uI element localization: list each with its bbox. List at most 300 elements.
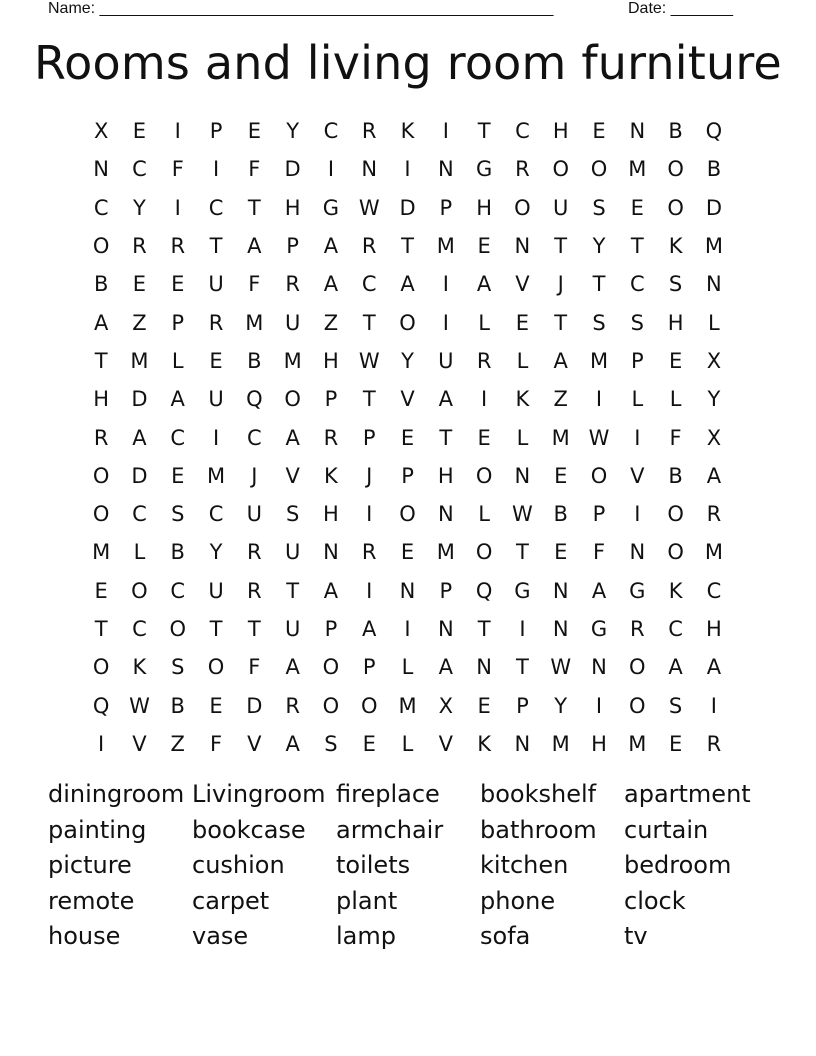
word-list-item: tv [624, 922, 648, 951]
grid-letter: L [478, 502, 490, 527]
word-list-item: apartment [624, 780, 751, 808]
grid-letter: B [553, 502, 568, 527]
grid-letter: M [704, 540, 723, 565]
grid-letter: P [439, 195, 453, 220]
grid-letter: A [438, 655, 453, 680]
grid-letter: A [323, 578, 339, 603]
grid-letter: A [247, 234, 262, 259]
grid-letter: R [208, 310, 224, 335]
grid-letter: O [322, 693, 340, 718]
grid-letter: X [706, 425, 722, 450]
grid-letter: T [439, 425, 453, 450]
grid-row [82, 418, 733, 456]
grid-letter: D [246, 693, 263, 718]
grid-letter: N [552, 617, 569, 641]
grid-letter: T [554, 234, 568, 259]
grid-letter: A [400, 272, 415, 297]
grid-letter: I [174, 119, 181, 144]
grid-letter: T [286, 578, 300, 603]
grid-letter: N [552, 578, 569, 603]
word-list-item: bookcase [192, 815, 306, 844]
grid-letter: M [206, 463, 226, 488]
grid-letter: Y [286, 119, 300, 144]
grid-letter: M [283, 348, 302, 373]
grid-letter: Q [705, 119, 723, 144]
name-field-label: Name: ___________________________________________________ [48, 0, 554, 17]
grid-row [82, 342, 733, 380]
grid-letter: N [437, 502, 454, 527]
grid-letter: M [628, 731, 647, 756]
grid-letter: D [284, 157, 301, 182]
grid-letter: P [630, 348, 644, 373]
grid-letter: O [131, 578, 148, 603]
grid-letter: F [209, 731, 223, 756]
grid-letter: N [437, 157, 454, 182]
grid-letter: V [515, 272, 530, 297]
grid-letter: F [171, 157, 184, 182]
grid-row [82, 112, 733, 150]
grid-letter: N [591, 655, 607, 680]
grid-letter: M [589, 348, 609, 373]
grid-letter: T [94, 348, 108, 373]
grid-letter: S [324, 731, 338, 756]
grid-letter: J [366, 463, 373, 488]
grid-letter: O [399, 310, 416, 335]
grid-letter: N [514, 234, 531, 259]
grid-letter: I [442, 119, 449, 144]
grid-letter: O [322, 655, 340, 680]
grid-row [82, 189, 733, 227]
grid-letter: K [400, 119, 415, 144]
grid-letter: G [590, 617, 608, 641]
grid-letter: O [629, 655, 646, 680]
letter-grid [82, 112, 733, 763]
grid-letter: V [132, 731, 147, 756]
grid-letter: Z [132, 310, 147, 335]
grid-letter: F [248, 655, 261, 680]
grid-letter: E [209, 693, 223, 718]
grid-letter: J [557, 272, 564, 297]
word-list-item: lamp [336, 922, 396, 951]
grid-letter: I [98, 731, 105, 756]
grid-letter: T [516, 655, 529, 680]
grid-letter: N [476, 655, 492, 680]
grid-letter: T [209, 234, 223, 259]
grid-letter: H [476, 195, 493, 220]
grid-letter: F [592, 540, 606, 565]
grid-letter: M [436, 540, 455, 565]
grid-letter: L [401, 731, 414, 756]
grid-letter: O [169, 617, 186, 641]
grid-letter: R [247, 540, 262, 565]
grid-letter: R [515, 157, 530, 182]
grid-letter: W [550, 655, 572, 680]
grid-letter: O [92, 655, 110, 680]
grid-letter: F [669, 425, 682, 450]
grid-letter: A [323, 272, 339, 297]
grid-letter: V [630, 463, 645, 488]
grid-letter: R [630, 617, 645, 641]
grid-letter: S [171, 502, 185, 527]
grid-letter: N [514, 463, 531, 488]
grid-letter: M [92, 540, 111, 565]
grid-letter: W [512, 502, 533, 527]
word-list-item: picture [48, 851, 132, 880]
grid-letter: A [362, 617, 377, 641]
grid-letter: K [668, 234, 683, 259]
grid-letter: I [710, 693, 717, 718]
word-list-item: cushion [192, 851, 285, 880]
grid-letter: L [133, 540, 146, 565]
grid-letter: A [706, 463, 722, 488]
grid-letter: I [442, 272, 449, 297]
grid-letter: A [476, 272, 492, 297]
grid-letter: B [668, 463, 683, 488]
grid-letter: T [362, 310, 376, 335]
grid-letter: Z [323, 310, 339, 335]
word-list-item: bedroom [624, 851, 732, 880]
grid-letter: Y [133, 195, 146, 220]
grid-letter: C [668, 617, 683, 641]
grid-letter: E [94, 578, 108, 603]
grid-letter: O [92, 502, 110, 527]
grid-letter: E [171, 463, 185, 488]
grid-letter: C [132, 157, 147, 182]
grid-letter: O [629, 693, 646, 718]
grid-letter: U [208, 387, 224, 412]
grid-letter: R [706, 502, 722, 527]
grid-letter: I [634, 425, 641, 450]
grid-letter: E [515, 310, 530, 335]
grid-letter: O [284, 387, 301, 412]
grid-letter: L [401, 655, 414, 680]
grid-letter: E [477, 234, 491, 259]
grid-letter: P [324, 387, 338, 412]
grid-letter: E [630, 195, 644, 220]
grid-letter: N [361, 157, 378, 182]
grid-letter: N [399, 578, 416, 603]
grid-letter: L [171, 348, 184, 373]
grid-letter: Y [401, 348, 414, 373]
grid-row [82, 150, 733, 188]
grid-letter: A [132, 425, 147, 450]
grid-letter: G [629, 578, 646, 603]
word-list [48, 780, 768, 958]
grid-letter: B [668, 119, 683, 144]
grid-letter: O [360, 693, 378, 718]
grid-letter: O [667, 195, 684, 220]
grid-letter: N [437, 617, 454, 641]
grid-letter: I [481, 387, 488, 412]
grid-letter: A [591, 578, 607, 603]
grid-letter: I [595, 387, 603, 412]
grid-letter: M [551, 425, 570, 450]
grid-letter: E [362, 731, 376, 756]
grid-letter: W [129, 693, 150, 718]
grid-row [82, 457, 733, 495]
worksheet-header [48, 0, 748, 20]
word-list-item: diningroom [48, 780, 185, 808]
grid-letter: B [170, 540, 185, 565]
grid-letter: M [551, 731, 570, 756]
grid-letter: R [93, 425, 109, 450]
grid-letter: O [590, 463, 608, 488]
grid-letter: A [323, 234, 339, 259]
word-list-item: Livingroom [192, 780, 326, 808]
grid-letter: E [132, 119, 147, 144]
grid-row [82, 380, 733, 418]
grid-row [82, 725, 733, 763]
grid-letter: M [436, 234, 455, 259]
grid-letter: R [247, 578, 262, 603]
grid-letter: S [592, 310, 606, 335]
grid-letter: H [706, 617, 722, 641]
grid-row [82, 686, 733, 724]
grid-letter: I [212, 425, 220, 450]
grid-letter: E [668, 731, 683, 756]
grid-letter: C [208, 502, 224, 527]
grid-letter: F [248, 157, 261, 182]
grid-letter: O [92, 234, 110, 259]
grid-letter: P [286, 234, 299, 259]
grid-row [82, 648, 733, 686]
word-list-item: curtain [624, 815, 709, 844]
grid-letter: S [285, 502, 300, 527]
grid-letter: V [285, 463, 300, 488]
word-list-item: plant [336, 886, 398, 915]
grid-letter: M [704, 234, 723, 259]
grid-letter: O [92, 463, 110, 488]
grid-letter: I [366, 578, 373, 603]
word-list-item: phone [480, 886, 556, 915]
grid-letter: J [251, 463, 258, 488]
grid-letter: X [438, 693, 454, 718]
grid-letter: I [442, 310, 449, 335]
grid-letter: L [516, 348, 529, 373]
grid-letter: H [93, 387, 110, 412]
grid-letter: B [93, 272, 109, 297]
grid-letter: C [170, 425, 186, 450]
grid-letter: I [634, 502, 641, 527]
grid-letter: H [323, 348, 339, 373]
grid-letter: N [629, 119, 646, 144]
grid-letter: R [361, 119, 377, 144]
grid-letter: H [323, 502, 339, 527]
grid-letter: N [706, 272, 722, 297]
grid-letter: D [131, 387, 148, 412]
grid-letter: K [324, 463, 338, 488]
grid-letter: E [400, 540, 415, 565]
grid-letter: N [629, 540, 646, 565]
grid-letter: R [132, 234, 147, 259]
grid-letter: E [400, 425, 415, 450]
grid-letter: P [171, 310, 185, 335]
grid-letter: A [438, 387, 453, 412]
grid-letter: X [706, 348, 722, 373]
grid-letter: E [554, 540, 568, 565]
grid-row [82, 265, 733, 303]
grid-letter: U [284, 617, 301, 641]
word-list-item: bathroom [480, 815, 597, 844]
grid-letter: E [132, 272, 147, 297]
grid-letter: H [284, 195, 301, 220]
grid-letter: O [475, 463, 493, 488]
grid-letter: R [170, 234, 186, 259]
grid-letter: T [477, 119, 491, 144]
grid-row [82, 533, 733, 571]
grid-letter: I [174, 195, 181, 220]
grid-letter: N [514, 731, 531, 756]
grid-letter: P [439, 578, 453, 603]
grid-letter: T [477, 617, 491, 641]
grid-letter: L [631, 387, 644, 412]
grid-letter: E [592, 119, 606, 144]
grid-letter: C [706, 578, 722, 603]
grid-letter: P [209, 119, 223, 144]
grid-letter: A [170, 387, 185, 412]
grid-letter: N [323, 540, 339, 565]
grid-letter: K [477, 731, 491, 756]
grid-letter: V [400, 387, 415, 412]
grid-letter: R [476, 348, 492, 373]
grid-letter: A [668, 655, 683, 680]
grid-letter: U [438, 348, 454, 373]
grid-row [82, 495, 733, 533]
grid-letter: G [475, 157, 493, 182]
grid-letter: Z [553, 387, 568, 412]
grid-letter: O [475, 540, 493, 565]
grid-letter: S [668, 272, 683, 297]
page-title: Rooms and living room furniture [34, 36, 782, 90]
grid-row [82, 610, 733, 648]
grid-letter: C [132, 617, 147, 641]
grid-letter: E [477, 425, 491, 450]
grid-letter: Y [707, 387, 721, 412]
grid-letter: O [667, 502, 684, 527]
grid-letter: H [552, 119, 569, 144]
grid-letter: T [362, 387, 376, 412]
word-list-item: vase [192, 922, 249, 951]
grid-letter: G [514, 578, 531, 603]
grid-letter: S [668, 693, 683, 718]
grid-letter: D [399, 195, 416, 220]
grid-letter: O [667, 157, 684, 182]
word-list-item: painting [48, 815, 147, 844]
grid-letter: R [361, 234, 377, 259]
grid-row [82, 303, 733, 341]
grid-row [82, 572, 733, 610]
grid-letter: E [247, 119, 261, 144]
grid-letter: R [285, 272, 300, 297]
grid-letter: K [668, 578, 683, 603]
grid-letter: P [516, 693, 529, 718]
grid-letter: E [171, 272, 185, 297]
grid-letter: E [554, 463, 568, 488]
grid-letter: H [437, 463, 454, 488]
grid-letter: O [667, 540, 684, 565]
word-list-item: clock [624, 886, 686, 915]
grid-letter: A [553, 348, 568, 373]
grid-letter: T [209, 617, 223, 641]
grid-letter: T [516, 540, 529, 565]
grid-letter: E [668, 348, 683, 373]
grid-letter: D [705, 195, 722, 220]
grid-letter: M [628, 157, 647, 182]
grid-letter: T [630, 234, 644, 259]
grid-letter: U [284, 540, 301, 565]
date-field-label: Date: _______ [628, 0, 733, 17]
grid-letter: E [477, 693, 491, 718]
grid-letter: S [592, 195, 606, 220]
grid-letter: R [323, 425, 339, 450]
grid-letter: S [630, 310, 644, 335]
grid-letter: C [629, 272, 645, 297]
grid-letter: C [170, 578, 186, 603]
grid-letter: U [246, 502, 263, 527]
grid-letter: E [209, 348, 223, 373]
grid-letter: I [212, 157, 220, 182]
grid-letter: W [588, 425, 610, 450]
grid-letter: R [361, 540, 377, 565]
grid-letter: I [366, 502, 373, 527]
word-list-item: house [48, 922, 121, 951]
word-list-item: carpet [192, 886, 270, 915]
word-list-item: toilets [336, 851, 411, 880]
grid-letter: V [438, 731, 453, 756]
grid-letter: W [358, 348, 380, 373]
grid-letter: L [516, 425, 529, 450]
grid-letter: I [327, 157, 335, 182]
grid-letter: P [324, 617, 338, 641]
grid-letter: B [247, 348, 262, 373]
grid-letter: I [519, 617, 526, 641]
grid-letter: L [669, 387, 682, 412]
grid-letter: G [322, 195, 340, 220]
grid-letter: R [706, 731, 722, 756]
grid-letter: Q [475, 578, 493, 603]
grid-letter: K [515, 387, 530, 412]
grid-letter: L [708, 310, 720, 335]
grid-letter: X [93, 119, 109, 144]
grid-letter: C [323, 119, 339, 144]
grid-letter: C [132, 502, 147, 527]
grid-letter: C [208, 195, 224, 220]
grid-letter: V [247, 731, 262, 756]
grid-letter: C [93, 195, 109, 220]
grid-letter: Y [592, 234, 606, 259]
grid-letter: P [401, 463, 414, 488]
grid-letter: T [401, 234, 414, 259]
grid-letter: I [404, 617, 411, 641]
grid-letter: P [592, 502, 606, 527]
word-list-item: sofa [480, 922, 531, 951]
grid-letter: U [284, 310, 301, 335]
grid-letter: I [404, 157, 411, 182]
grid-letter: U [208, 272, 224, 297]
grid-letter: W [358, 195, 380, 220]
grid-letter: A [285, 655, 300, 680]
grid-letter: M [245, 310, 264, 335]
grid-letter: B [706, 157, 722, 182]
grid-letter: M [130, 348, 149, 373]
grid-letter: K [132, 655, 147, 680]
word-list-item: kitchen [480, 851, 569, 880]
grid-letter: O [552, 157, 569, 182]
grid-letter: F [248, 272, 261, 297]
grid-letter: Q [246, 387, 263, 412]
grid-letter: C [247, 425, 262, 450]
grid-letter: T [247, 195, 261, 220]
